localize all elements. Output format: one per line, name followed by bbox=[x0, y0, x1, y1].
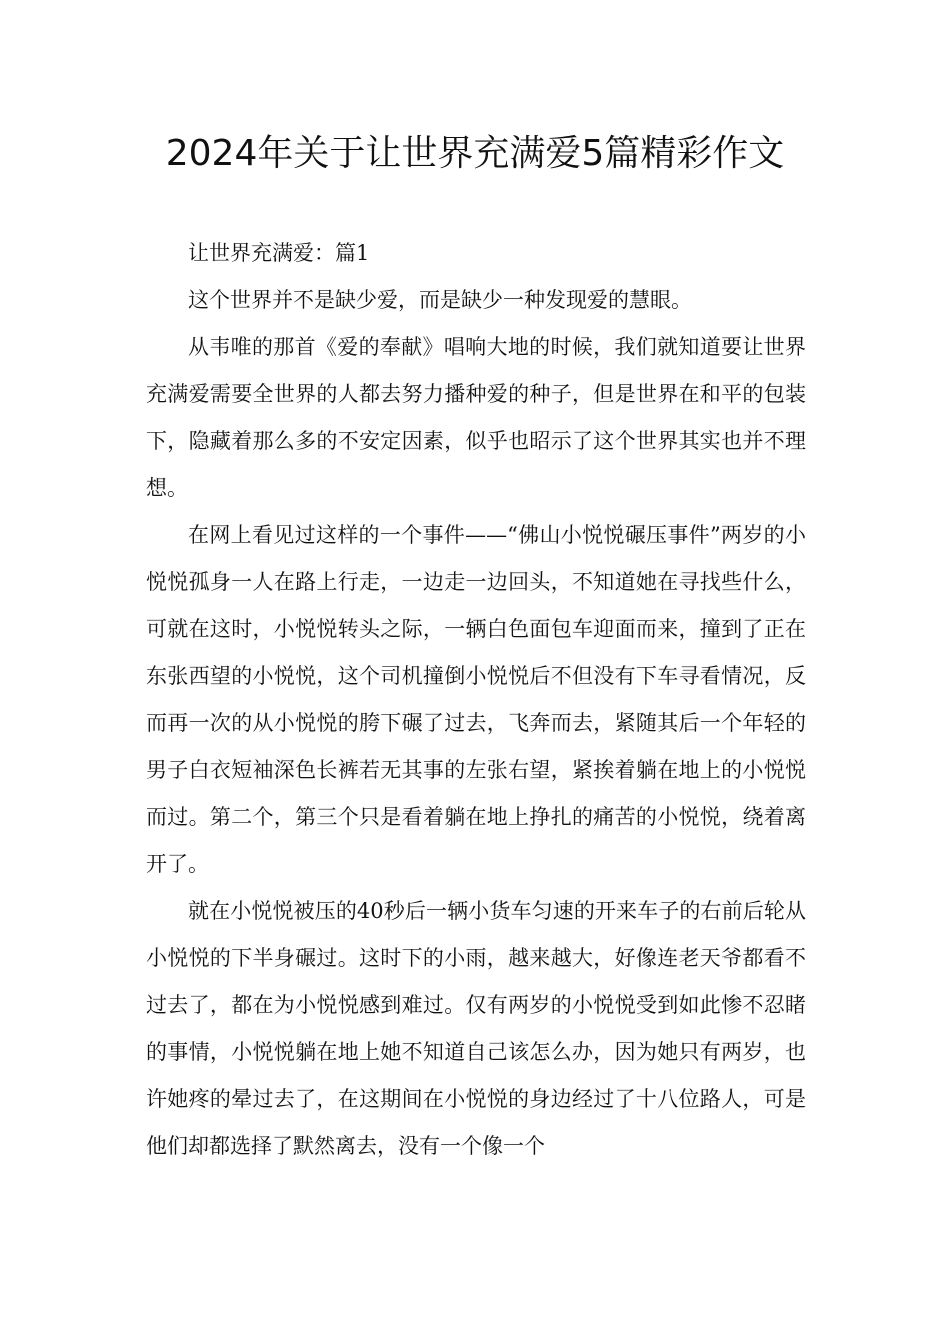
document-title: 2024年关于让世界充满爱5篇精彩作文 bbox=[165, 133, 785, 174]
document-body bbox=[146, 230, 806, 1170]
paragraph: 在网上看见过这样的一个事件——“佛山小悦悦碾压事件”两岁的小悦悦孤身一人在路上行走，一边走一边回头，不知道她在寻找些什么，可就在这时，小悦悦转头之际，一辆白色面包车迎面而来，撞到了正在东张西望的小悦悦，这个司机撞倒小悦悦后不但没有下车寻看情况，反而再一次的从小悦悦的胯下碾了过去，飞奔而去，紧随其后一个年轻的男子白衣短袖深色长裤若无其事的左张右望，紧挨着躺在地上的小悦悦而过。第二个，第三个只是看着躺在地上挣扎的痛苦的小悦悦，绕着离开了。 bbox=[146, 523, 806, 876]
paragraph: 这个世界并不是缺少爱，而是缺少一种发现爱的慧眼。 bbox=[188, 288, 692, 312]
paragraph: 从韦唯的那首《爱的奉献》唱响大地的时候，我们就知道要让世界充满爱需要全世界的人都去努力播种爱的种子，但是世界在和平的包装下，隐藏着那么多的不安定因素，似乎也昭示了这个世界其实也并不理想。 bbox=[146, 335, 806, 500]
paragraph: 就在小悦悦被压的40秒后一辆小货车匀速的开来车子的右前后轮从小悦悦的下半身碾过。这时下的小雨，越来越大，好像连老天爷都看不过去了，都在为小悦悦感到难过。仅有两岁的小悦悦受到如此惨不忍睹的事情，小悦悦躺在地上她不知道自己该怎么办，因为她只有两岁，也许她疼的晕过去了，在这期间在小悦悦的身边经过了十八位路人，可是他们却都选择了默然离去，没有一个像一个 bbox=[146, 899, 806, 1158]
section-heading: 让世界充满爱：篇1 bbox=[188, 241, 370, 265]
